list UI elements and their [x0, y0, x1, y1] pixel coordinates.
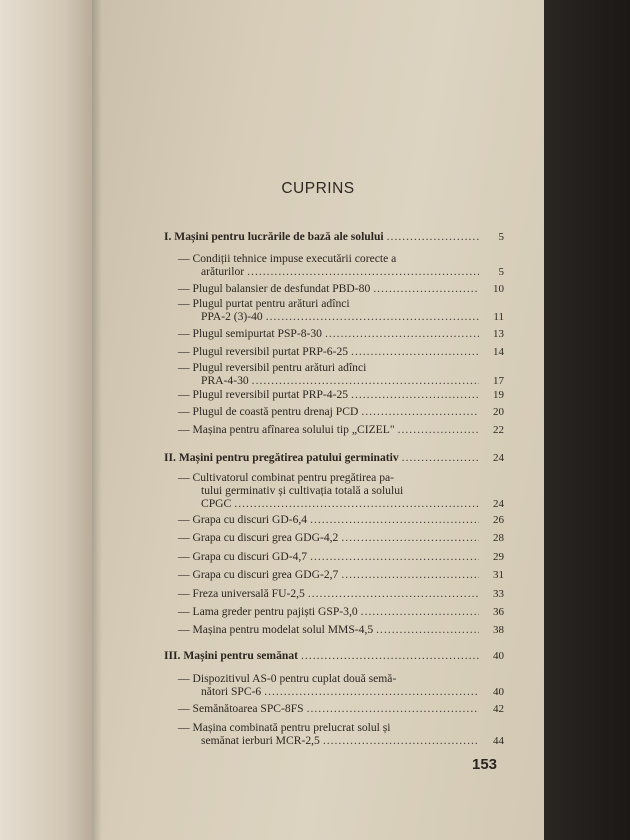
leader-dots [351, 345, 479, 358]
entry-text-line: — Plugul reversibil purtat PRP-6-25 [178, 345, 349, 358]
toc-section-2 [164, 451, 504, 464]
entry-text-line: — Freza universală FU-2,5 [178, 587, 305, 600]
toc-section-1 [164, 230, 504, 243]
leader-dots [325, 327, 479, 340]
entry-page: 31 [493, 569, 504, 581]
toc-entry [178, 702, 504, 715]
entry-text-line: — Plugul balansier de desfundat PBD-80 [178, 282, 371, 295]
leader-dots [264, 685, 479, 698]
toc-entry [178, 327, 504, 340]
entry-text-line: — Plugul purtat pentru arături adînci [178, 297, 350, 310]
entry-page: 24 [493, 498, 504, 510]
entry-page: 28 [493, 532, 504, 544]
toc-entry [178, 672, 504, 698]
toc-entry [178, 282, 504, 295]
entry-page: 5 [498, 266, 504, 278]
entry-page: 17 [493, 375, 504, 387]
toc-entry [178, 405, 504, 418]
toc-entry [178, 297, 504, 323]
toc-entry [178, 550, 504, 563]
leader-dots [361, 405, 479, 418]
entry-text-line: PRA-4-30 [201, 374, 249, 387]
entry-text-line: — Grapa cu discuri grea GDG-2,7 [178, 568, 339, 581]
entry-page: 19 [493, 389, 504, 401]
entry-text-line: — Lama greder pentru pajiști GSP-3,0 [178, 605, 358, 618]
section-title: III. Mașini pentru semănat [164, 649, 298, 662]
toc-entry [178, 587, 504, 600]
leader-dots [373, 282, 479, 295]
leader-dots [341, 531, 479, 544]
page-number: 153 [472, 756, 498, 773]
entry-text-line: — Grapa cu discuri GD-6,4 [178, 513, 308, 526]
entry-page: 26 [493, 514, 504, 526]
entry-text-line: semănat ierburi MCR-2,5 [201, 734, 320, 747]
entry-text-line: — Condiții tehnice impuse executării corecte a [178, 252, 397, 265]
toc-entry [178, 623, 504, 636]
page-title: CUPRINS [281, 180, 355, 197]
entry-text-line: — Grapa cu discuri grea GDG-4,2 [178, 531, 339, 544]
toc-section-3 [164, 649, 504, 662]
entry-text-line: PPA-2 (3)-40 [201, 310, 263, 323]
leader-dots [323, 734, 479, 747]
leader-dots [398, 423, 479, 436]
toc-entry [178, 531, 504, 544]
entry-page: 22 [493, 424, 504, 436]
entry-text-line: — Dispozitivul AS-0 pentru cuplat două semă- [178, 672, 397, 685]
entry-text-line: tului germinativ și cultivația totală a solului [201, 484, 404, 497]
book-page [92, 0, 544, 840]
entry-text-line: — Plugul semipurtat PSP-8-30 [178, 327, 322, 340]
leader-dots [307, 702, 479, 715]
entry-text-line: — Plugul de coastă pentru drenaj PCD [178, 405, 359, 418]
leader-dots [341, 568, 479, 581]
entry-page: 11 [493, 311, 504, 323]
entry-page: 44 [493, 735, 504, 747]
leader-dots [402, 451, 479, 464]
entry-text-line: arăturilor [201, 265, 245, 278]
toc-entry [178, 388, 504, 401]
leader-dots [301, 649, 479, 662]
toc-entry [178, 568, 504, 581]
book-cover-edge [544, 0, 630, 840]
toc-entry [178, 513, 504, 526]
section-title: II. Mașini pentru pregătirea patului germinativ [164, 451, 399, 464]
section-page: 40 [493, 650, 504, 662]
leader-dots [376, 623, 479, 636]
entry-page: 38 [493, 624, 504, 636]
entry-text-line: — Semănătoarea SPC-8FS [178, 702, 304, 715]
entry-page: 36 [493, 606, 504, 618]
toc-entry [178, 471, 504, 510]
leader-dots [308, 587, 479, 600]
entry-text-line: — Cultivatorul combinat pentru pregătirea pa- [178, 471, 395, 484]
entry-text-line: — Mașina combinată pentru prelucrat solul și [178, 721, 391, 734]
leader-dots [252, 374, 479, 387]
entry-page: 13 [493, 328, 504, 340]
entry-text-line: — Plugul reversibil pentru arături adînci [178, 361, 367, 374]
entry-text-line: — Mașina pentru modelat solul MMS-4,5 [178, 623, 374, 636]
entry-text-line: — Grapa cu discuri GD-4,7 [178, 550, 308, 563]
entry-text-line: CPGC [201, 497, 232, 510]
entry-text-line: — Plugul reversibil purtat PRP-4-25 [178, 388, 349, 401]
entry-page: 14 [493, 346, 504, 358]
leader-dots [234, 497, 479, 510]
leader-dots [310, 513, 479, 526]
toc-entry [178, 361, 504, 387]
entry-page: 20 [493, 406, 504, 418]
entry-page: 42 [493, 703, 504, 715]
section-page: 24 [493, 452, 504, 464]
toc-entry [178, 252, 504, 278]
section-page: 5 [498, 231, 504, 243]
entry-text-line: nători SPC-6 [201, 685, 262, 698]
book-left-edge [0, 0, 92, 840]
leader-dots [247, 265, 479, 278]
leader-dots [361, 605, 479, 618]
entry-text-line: — Mașina pentru afînarea solului tip „CIZEL" [178, 423, 395, 436]
entry-page: 10 [493, 283, 504, 295]
toc-entry [178, 423, 504, 436]
entry-page: 40 [493, 686, 504, 698]
leader-dots [266, 310, 479, 323]
entry-page: 33 [493, 588, 504, 600]
leader-dots [310, 550, 479, 563]
entry-page: 29 [493, 551, 504, 563]
toc-entry [178, 605, 504, 618]
leader-dots [351, 388, 479, 401]
toc-entry [178, 345, 504, 358]
toc-entry [178, 721, 504, 747]
leader-dots [387, 230, 479, 243]
section-title: I. Mașini pentru lucrările de bază ale solului [164, 230, 384, 243]
